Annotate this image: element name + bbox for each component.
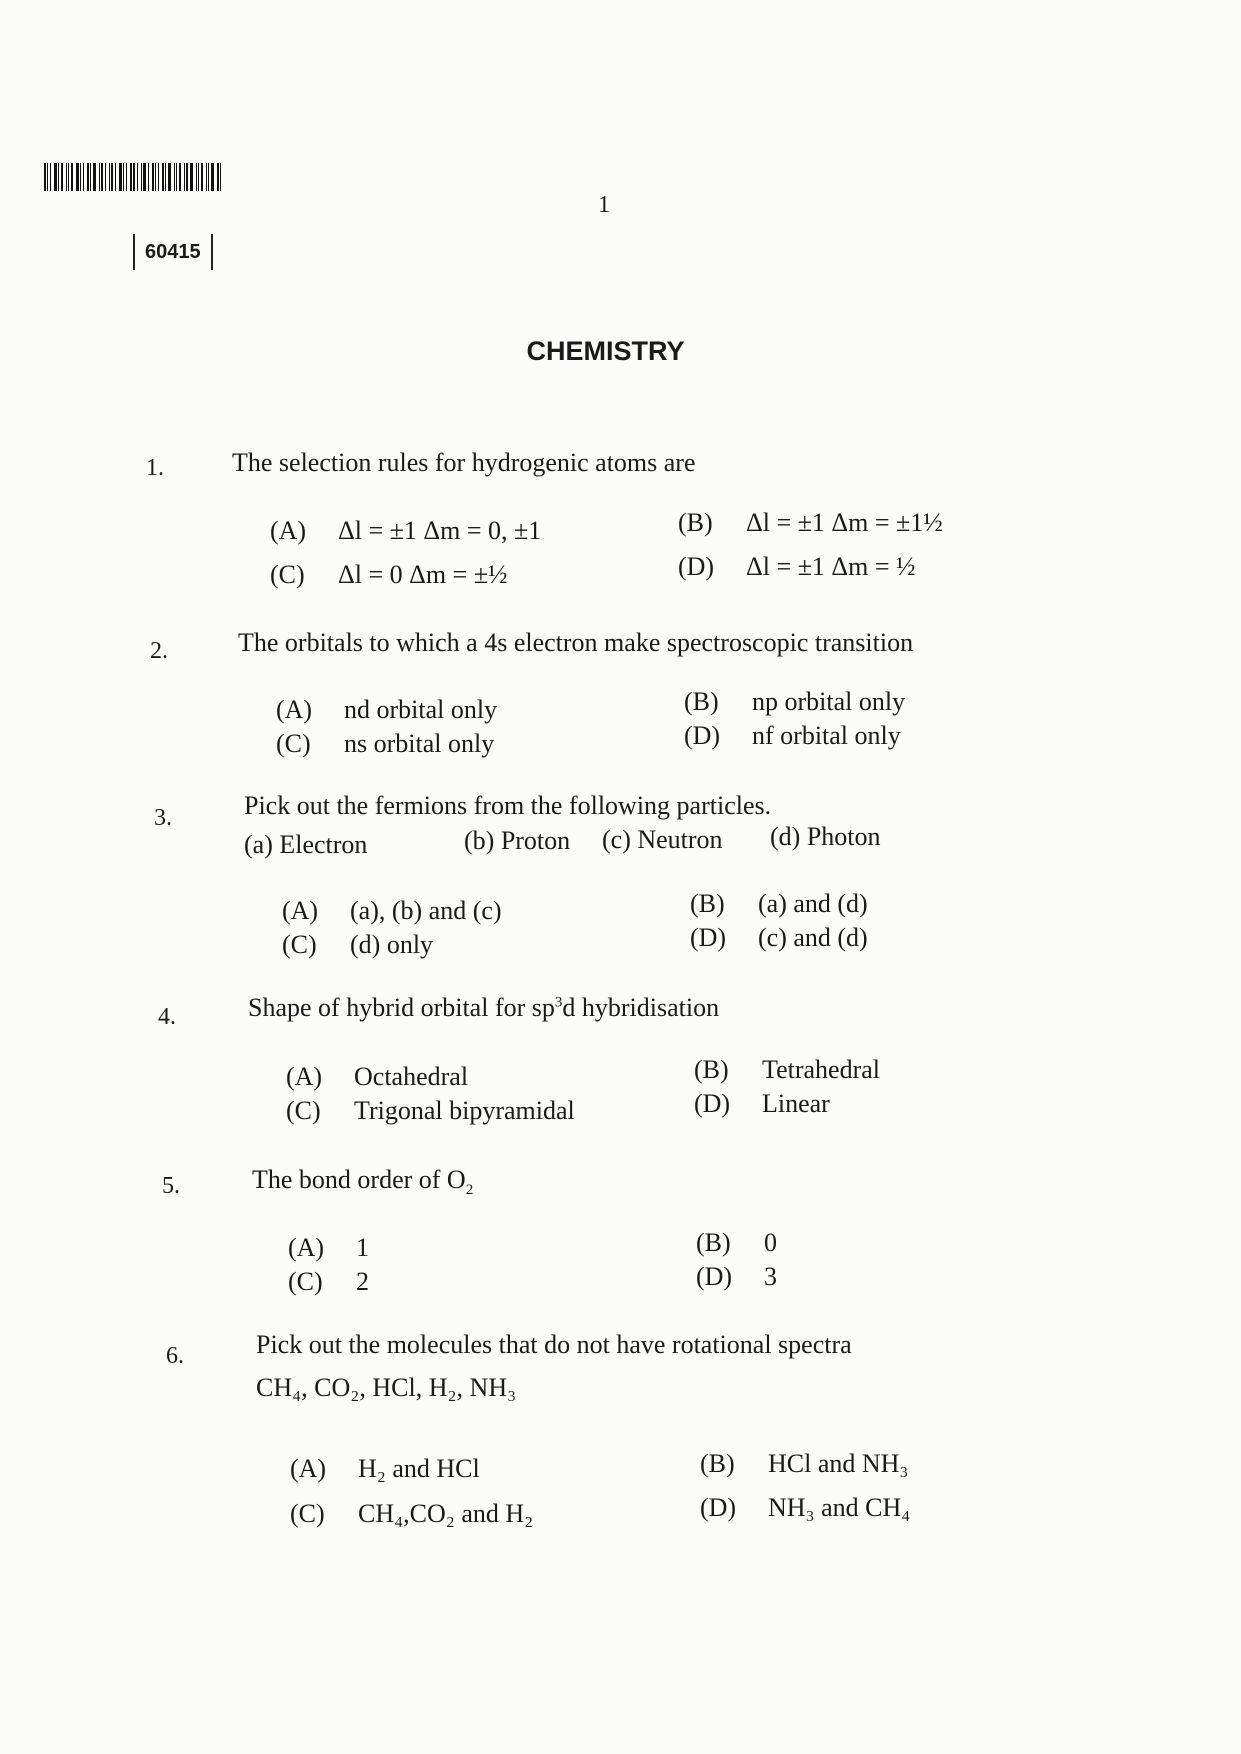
option-b [694, 1055, 880, 1085]
barcode-bar [99, 163, 100, 191]
option-d [678, 552, 915, 582]
question-number: 3. [154, 805, 172, 831]
barcode-bar [119, 163, 122, 191]
option-text: 2 [356, 1267, 369, 1296]
question-text: Pick out the fermions from the following particles. [244, 791, 772, 820]
barcode-bar [50, 163, 51, 191]
barcode-bar [137, 163, 138, 191]
option-text: Octahedral [354, 1062, 469, 1091]
barcode-bar [123, 163, 124, 191]
question-text-main: Shape of hybrid orbital for sp [248, 993, 555, 1022]
option-label: (A) [282, 896, 319, 925]
option-label: (A) [288, 1233, 325, 1262]
option-d [690, 923, 868, 953]
option-d [696, 1262, 777, 1292]
option-label: (B) [700, 1449, 735, 1478]
question-text: The orbitals to which a 4s electron make spectroscopic transition [238, 628, 914, 657]
paper-code: 60415 [133, 234, 213, 270]
option-a [288, 1233, 369, 1263]
barcode-bar [61, 163, 63, 191]
option-c [270, 560, 507, 590]
option-text: nf orbital only [752, 721, 901, 750]
barcode-bar [158, 163, 159, 191]
particle-d: (d) Photon [770, 822, 881, 851]
question-text-tail: d hybridisation [562, 993, 720, 1022]
question-number: 1. [146, 455, 164, 481]
option-text: 3 [764, 1262, 777, 1291]
option-text: 0 [764, 1228, 777, 1257]
option-a [282, 896, 502, 926]
option-c [286, 1096, 575, 1126]
barcode-bar [217, 163, 219, 191]
barcode-bar [168, 163, 171, 191]
barcode-bar [174, 163, 175, 191]
option-label: (C) [286, 1096, 321, 1125]
question-number: 2. [150, 638, 168, 664]
barcode [44, 163, 224, 191]
option-label: (C) [290, 1499, 325, 1528]
option-c [276, 729, 494, 759]
barcode-bar [220, 163, 221, 191]
option-b [678, 508, 943, 538]
barcode-bar [83, 163, 84, 191]
question-number: 6. [166, 1343, 184, 1369]
question-number: 5. [162, 1173, 180, 1199]
barcode-bar [101, 163, 103, 191]
barcode-bar [105, 163, 106, 191]
barcode-bar [143, 163, 146, 191]
barcode-bar [130, 163, 132, 191]
particle-c: (c) Neutron [602, 825, 723, 854]
barcode-bar [66, 163, 67, 191]
option-label: (B) [684, 687, 719, 716]
barcode-bar [176, 163, 177, 191]
barcode-bar [196, 163, 197, 191]
barcode-bar [141, 163, 142, 191]
option-text: CH₄,CO₂ and H₂ [358, 1499, 534, 1528]
question-text [248, 993, 719, 1023]
option-label: (D) [694, 1089, 731, 1118]
particle-a: (a) Electron [244, 830, 368, 859]
barcode-bar [206, 163, 207, 191]
barcode-bar [155, 163, 156, 191]
option-label: (A) [276, 695, 313, 724]
option-label: (B) [694, 1055, 729, 1084]
barcode-bar [208, 163, 209, 191]
option-text: (a), (b) and (c) [350, 896, 502, 925]
barcode-bar [54, 163, 57, 191]
option-c [288, 1267, 369, 1297]
option-label: (A) [286, 1062, 323, 1091]
barcode-bar [44, 163, 46, 191]
option-text: nd orbital only [344, 695, 498, 724]
question-text: Pick out the molecules that do not have rotational spectra [256, 1330, 852, 1359]
question-text [252, 1165, 473, 1199]
barcode-bar [165, 163, 166, 191]
option-label: (D) [690, 923, 727, 952]
barcode-bar [201, 163, 203, 191]
barcode-bar [93, 163, 96, 191]
option-a [276, 695, 497, 725]
option-c [282, 930, 433, 960]
option-b [690, 889, 868, 919]
page-number: 1 [598, 192, 610, 218]
barcode-bar [152, 163, 154, 191]
option-text: np orbital only [752, 687, 906, 716]
option-label: (D) [678, 552, 715, 581]
option-text: (d) only [350, 930, 434, 959]
option-label: (D) [696, 1262, 733, 1291]
option-text: 1 [356, 1233, 369, 1262]
option-label: (A) [290, 1454, 327, 1483]
question-number: 4. [158, 1004, 176, 1030]
barcode-bar [71, 163, 73, 191]
particle-b: (b) Proton [464, 826, 571, 855]
option-label: (A) [270, 516, 307, 545]
subject-title: CHEMISTRY [526, 336, 685, 366]
barcode-bar [186, 163, 188, 191]
option-label: (C) [288, 1267, 323, 1296]
barcode-bar [90, 163, 91, 191]
barcode-bar [190, 163, 193, 191]
option-label: (D) [700, 1493, 737, 1522]
molecule-list: CH₄, CO₂, HCl, H₂, NH₃ [256, 1373, 517, 1402]
option-b [696, 1228, 777, 1258]
option-text: Linear [762, 1089, 830, 1118]
option-a [286, 1062, 468, 1092]
option-d [694, 1089, 830, 1119]
option-d [684, 721, 901, 751]
barcode-bar [111, 163, 113, 191]
option-c [290, 1499, 533, 1529]
option-text: (a) and (d) [758, 889, 868, 918]
barcode-bar [211, 163, 214, 191]
option-text: Δl = 0 Δm = ±½ [338, 560, 508, 589]
barcode-bar [198, 163, 199, 191]
option-text: Δl = ±1 Δm = 0, ±1 [338, 516, 542, 545]
option-label: (C) [276, 729, 311, 758]
barcode-bar [179, 163, 181, 191]
subscript: 2 [465, 1182, 474, 1199]
barcode-bar [87, 163, 89, 191]
barcode-bar [162, 163, 164, 191]
option-a [270, 516, 541, 546]
option-label: (B) [678, 508, 713, 537]
option-text: Δl = ±1 Δm = ±1½ [746, 508, 943, 537]
barcode-bar [76, 163, 79, 191]
barcode-bar [109, 163, 110, 191]
question-text-main: The bond order of O [252, 1165, 466, 1194]
option-text: H₂ and HCl [358, 1454, 480, 1483]
option-label: (C) [282, 930, 317, 959]
barcode-bar [133, 163, 135, 191]
option-d [700, 1493, 910, 1523]
option-text: (c) and (d) [758, 923, 868, 952]
question-text: The selection rules for hydrogenic atoms are [232, 448, 696, 477]
option-label: (C) [270, 560, 305, 589]
option-text: ns orbital only [344, 729, 495, 758]
barcode-bar [184, 163, 185, 191]
option-label: (D) [684, 721, 721, 750]
barcode-bar [68, 163, 69, 191]
option-a [290, 1454, 480, 1484]
option-text: Tetrahedral [762, 1055, 880, 1084]
superscript: 3 [554, 994, 563, 1011]
option-label: (B) [690, 889, 725, 918]
barcode-bar [148, 163, 149, 191]
option-text: Trigonal bipyramidal [354, 1096, 575, 1125]
option-text: HCl and NH₃ [768, 1449, 909, 1478]
barcode-bar [126, 163, 127, 191]
barcode-bar [47, 163, 48, 191]
option-label: (B) [696, 1228, 731, 1257]
barcode-bar [115, 163, 116, 191]
barcode-bar [58, 163, 59, 191]
option-text: Δl = ±1 Δm = ½ [746, 552, 916, 581]
option-text: NH₃ and CH₄ [768, 1493, 911, 1522]
barcode-bar [80, 163, 81, 191]
option-b [700, 1449, 909, 1479]
option-b [684, 687, 905, 717]
